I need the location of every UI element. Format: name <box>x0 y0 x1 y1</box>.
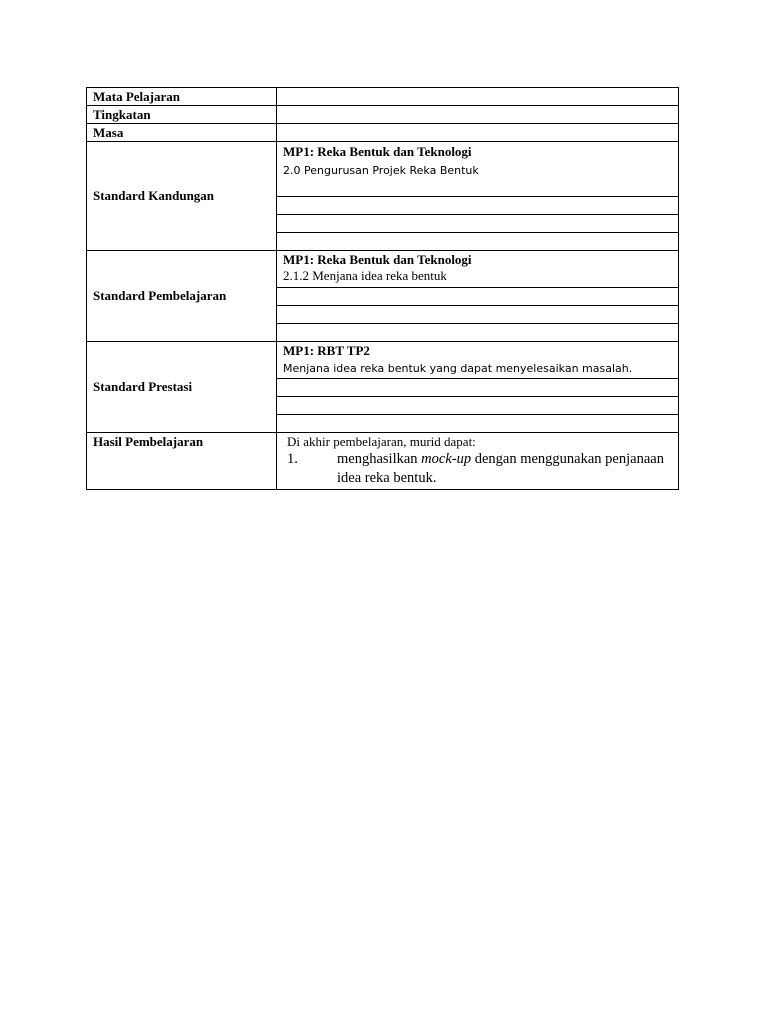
standard-kandungan-heading: MP1: Reka Bentuk dan Teknologi <box>283 144 472 159</box>
row-standard-kandungan <box>87 142 679 197</box>
outcome-text <box>337 450 678 488</box>
value-masa <box>277 124 679 142</box>
standard-pembelajaran-detail: 2.1.2 Menjana idea reka bentuk <box>283 268 447 283</box>
value-mata-pelajaran <box>277 88 679 106</box>
standard-pembelajaran-heading: MP1: Reka Bentuk dan Teknologi <box>283 252 472 267</box>
row-mata-pelajaran <box>87 88 679 106</box>
label-tingkatan: Tingkatan <box>87 106 277 124</box>
label-hasil-pembelajaran: Hasil Pembelajaran <box>87 433 277 490</box>
row-standard-prestasi <box>87 342 679 379</box>
row-standard-pembelajaran <box>87 251 679 288</box>
standard-kandungan-detail: 2.0 Pengurusan Projek Reka Bentuk <box>283 164 479 177</box>
cell-standard-kandungan-main <box>277 142 679 197</box>
lesson-plan-table <box>86 87 679 490</box>
row-masa <box>87 124 679 142</box>
standard-prestasi-heading: MP1: RBT TP2 <box>283 343 370 358</box>
label-standard-pembelajaran: Standard Pembelajaran <box>87 251 277 342</box>
empty-cell <box>277 306 679 324</box>
empty-cell <box>277 215 679 233</box>
label-mata-pelajaran: Mata Pelajaran <box>87 88 277 106</box>
outcome-text-italic: mock-up <box>421 451 472 467</box>
empty-cell <box>277 324 679 342</box>
outcome-intro: Di akhir pembelajaran, murid dapat: <box>287 434 476 449</box>
row-tingkatan <box>87 106 679 124</box>
standard-prestasi-detail: Menjana idea reka bentuk yang dapat menyelesaikan masalah. <box>283 362 633 375</box>
cell-standard-pembelajaran-main <box>277 251 679 288</box>
outcome-list-item <box>287 450 678 488</box>
outcome-number: 1. <box>287 451 298 467</box>
label-masa: Masa <box>87 124 277 142</box>
row-hasil-pembelajaran <box>87 433 679 490</box>
label-standard-prestasi: Standard Prestasi <box>87 342 277 433</box>
empty-cell <box>277 415 679 433</box>
outcome-text-after: dengan menggunakan penjanaan idea reka bentuk. <box>337 451 664 486</box>
empty-cell <box>277 288 679 306</box>
outcome-text-before: menghasilkan <box>337 451 422 467</box>
label-standard-kandungan: Standard Kandungan <box>87 142 277 251</box>
empty-cell <box>277 379 679 397</box>
cell-hasil-pembelajaran <box>277 433 679 490</box>
cell-standard-prestasi-main <box>277 342 679 379</box>
empty-cell <box>277 233 679 251</box>
value-tingkatan <box>277 106 679 124</box>
empty-cell <box>277 397 679 415</box>
empty-cell <box>277 197 679 215</box>
